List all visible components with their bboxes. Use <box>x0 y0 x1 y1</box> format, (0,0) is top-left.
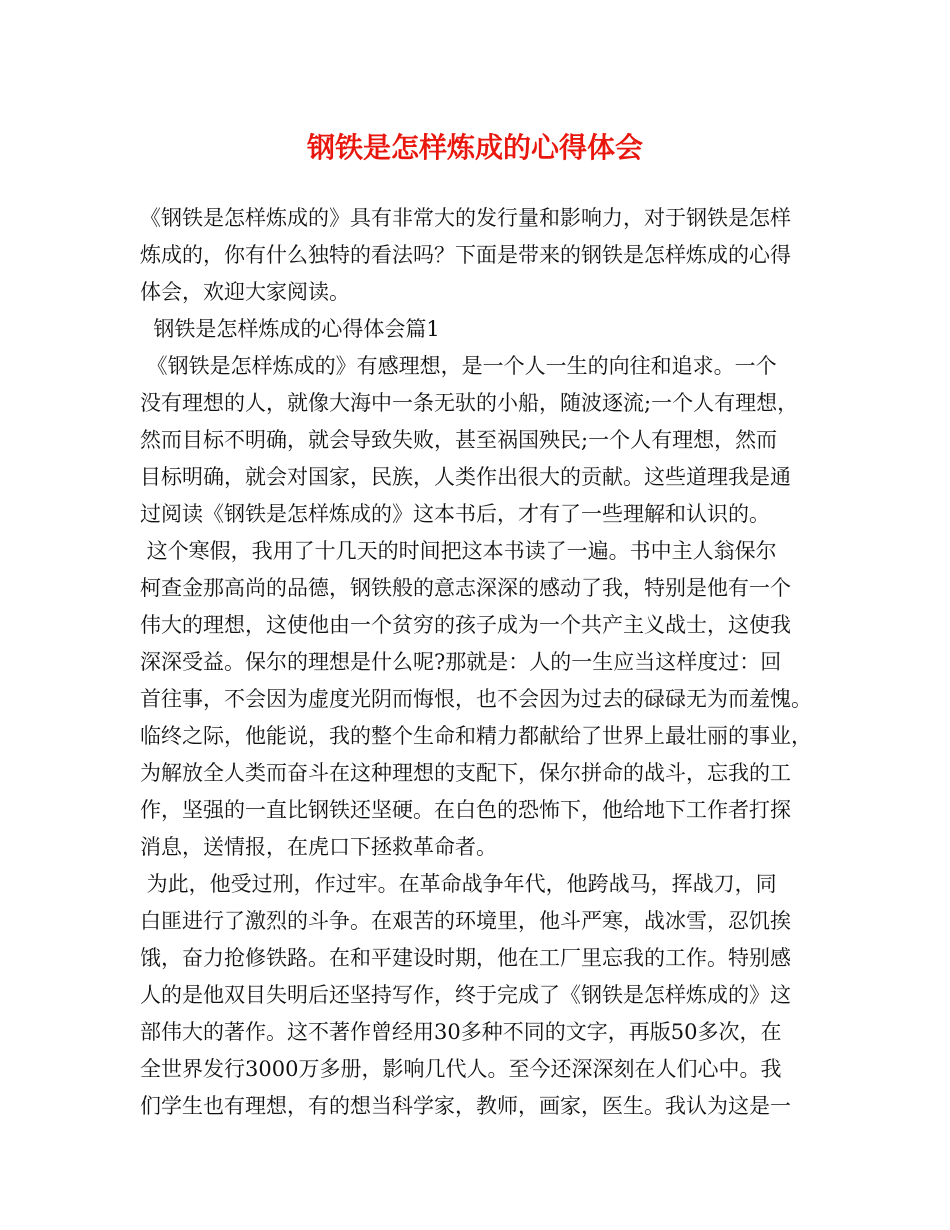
text-line: 为解放全人类而奋斗在这种理想的支配下，保尔拼命的战斗，忘我的工 <box>140 761 791 785</box>
text-line: 深深受益。保尔的理想是什么呢?那就是：人的一生应当这样度过：回 <box>140 650 782 674</box>
text-line: 柯查金那高尚的品德，钢铁般的意志深深的感动了我，特别是他有一个 <box>140 576 791 600</box>
text-line: 人的是他双目失明后还坚持写作，终于完成了《钢铁是怎样炼成的》这 <box>140 983 791 1007</box>
text-line: 作，坚强的一直比钢铁还坚硬。在白色的恐怖下，他给地下工作者打探 <box>140 798 791 822</box>
text-line: 这个寒假，我用了十几天的时间把这本书读了一遍。书中主人翁保尔 <box>140 539 777 563</box>
text-line: 临终之际，他能说，我的整个生命和精力都献给了世界上最壮丽的事业， <box>140 724 812 748</box>
text-line: 消息，送情报，在虎口下拯救革命者。 <box>140 835 497 859</box>
text-line: 为此，他受过刑，作过牢。在革命战争年代，他跨战马，挥战刀，同 <box>140 872 777 896</box>
text-line: 饿，奋力抢修铁路。在和平建设时期，他在工厂里忘我的工作。特别感 <box>140 946 791 970</box>
text-line: 们学生也有理想，有的想当科学家，教师，画家，医生。我认为这是一 <box>140 1094 791 1118</box>
text-line: 首往事，不会因为虚度光阴而悔恨，也不会因为过去的碌碌无为而羞愧。 <box>140 687 812 711</box>
text-line: 目标明确，就会对国家，民族，人类作出很大的贡献。这些道理我是通 <box>140 465 791 489</box>
text-line: 炼成的，你有什么独特的看法吗？下面是带来的钢铁是怎样炼成的心得 <box>140 243 791 267</box>
text-line: 过阅读《钢铁是怎样炼成的》这本书后，才有了一些理解和认识的。 <box>140 502 770 526</box>
text-line: 没有理想的人，就像大海中一条无驮的小船，随波逐流;一个人有理想， <box>140 391 799 415</box>
section-heading: 钢铁是怎样炼成的心得体会篇1 <box>140 317 440 341</box>
text-line: 部伟大的著作。这不著作曾经用30多种不同的文字，再版50多次，在 <box>140 1020 782 1044</box>
text-line: 伟大的理想，这使他由一个贫穷的孩子成为一个共产主义战士，这使我 <box>140 613 791 637</box>
text-line: 《钢铁是怎样炼成的》有感理想，是一个人一生的向往和追求。一个 <box>140 354 777 378</box>
document-title: 钢铁是怎样炼成的心得体会 <box>306 131 643 164</box>
text-line: 白匪进行了激烈的斗争。在艰苦的环境里，他斗严寒，战冰雪，忍饥挨 <box>140 909 791 933</box>
text-line: 全世界发行3000万多册，影响几代人。至今还深深刻在人们心中。我 <box>140 1057 782 1081</box>
text-line: 体会，欢迎大家阅读。 <box>140 280 350 304</box>
text-line: 《钢铁是怎样炼成的》具有非常大的发行量和影响力，对于钢铁是怎样 <box>140 206 791 230</box>
document-body <box>140 200 830 1125</box>
text-line: 然而目标不明确，就会导致失败，甚至祸国殃民;一个人有理想，然而 <box>140 428 778 452</box>
